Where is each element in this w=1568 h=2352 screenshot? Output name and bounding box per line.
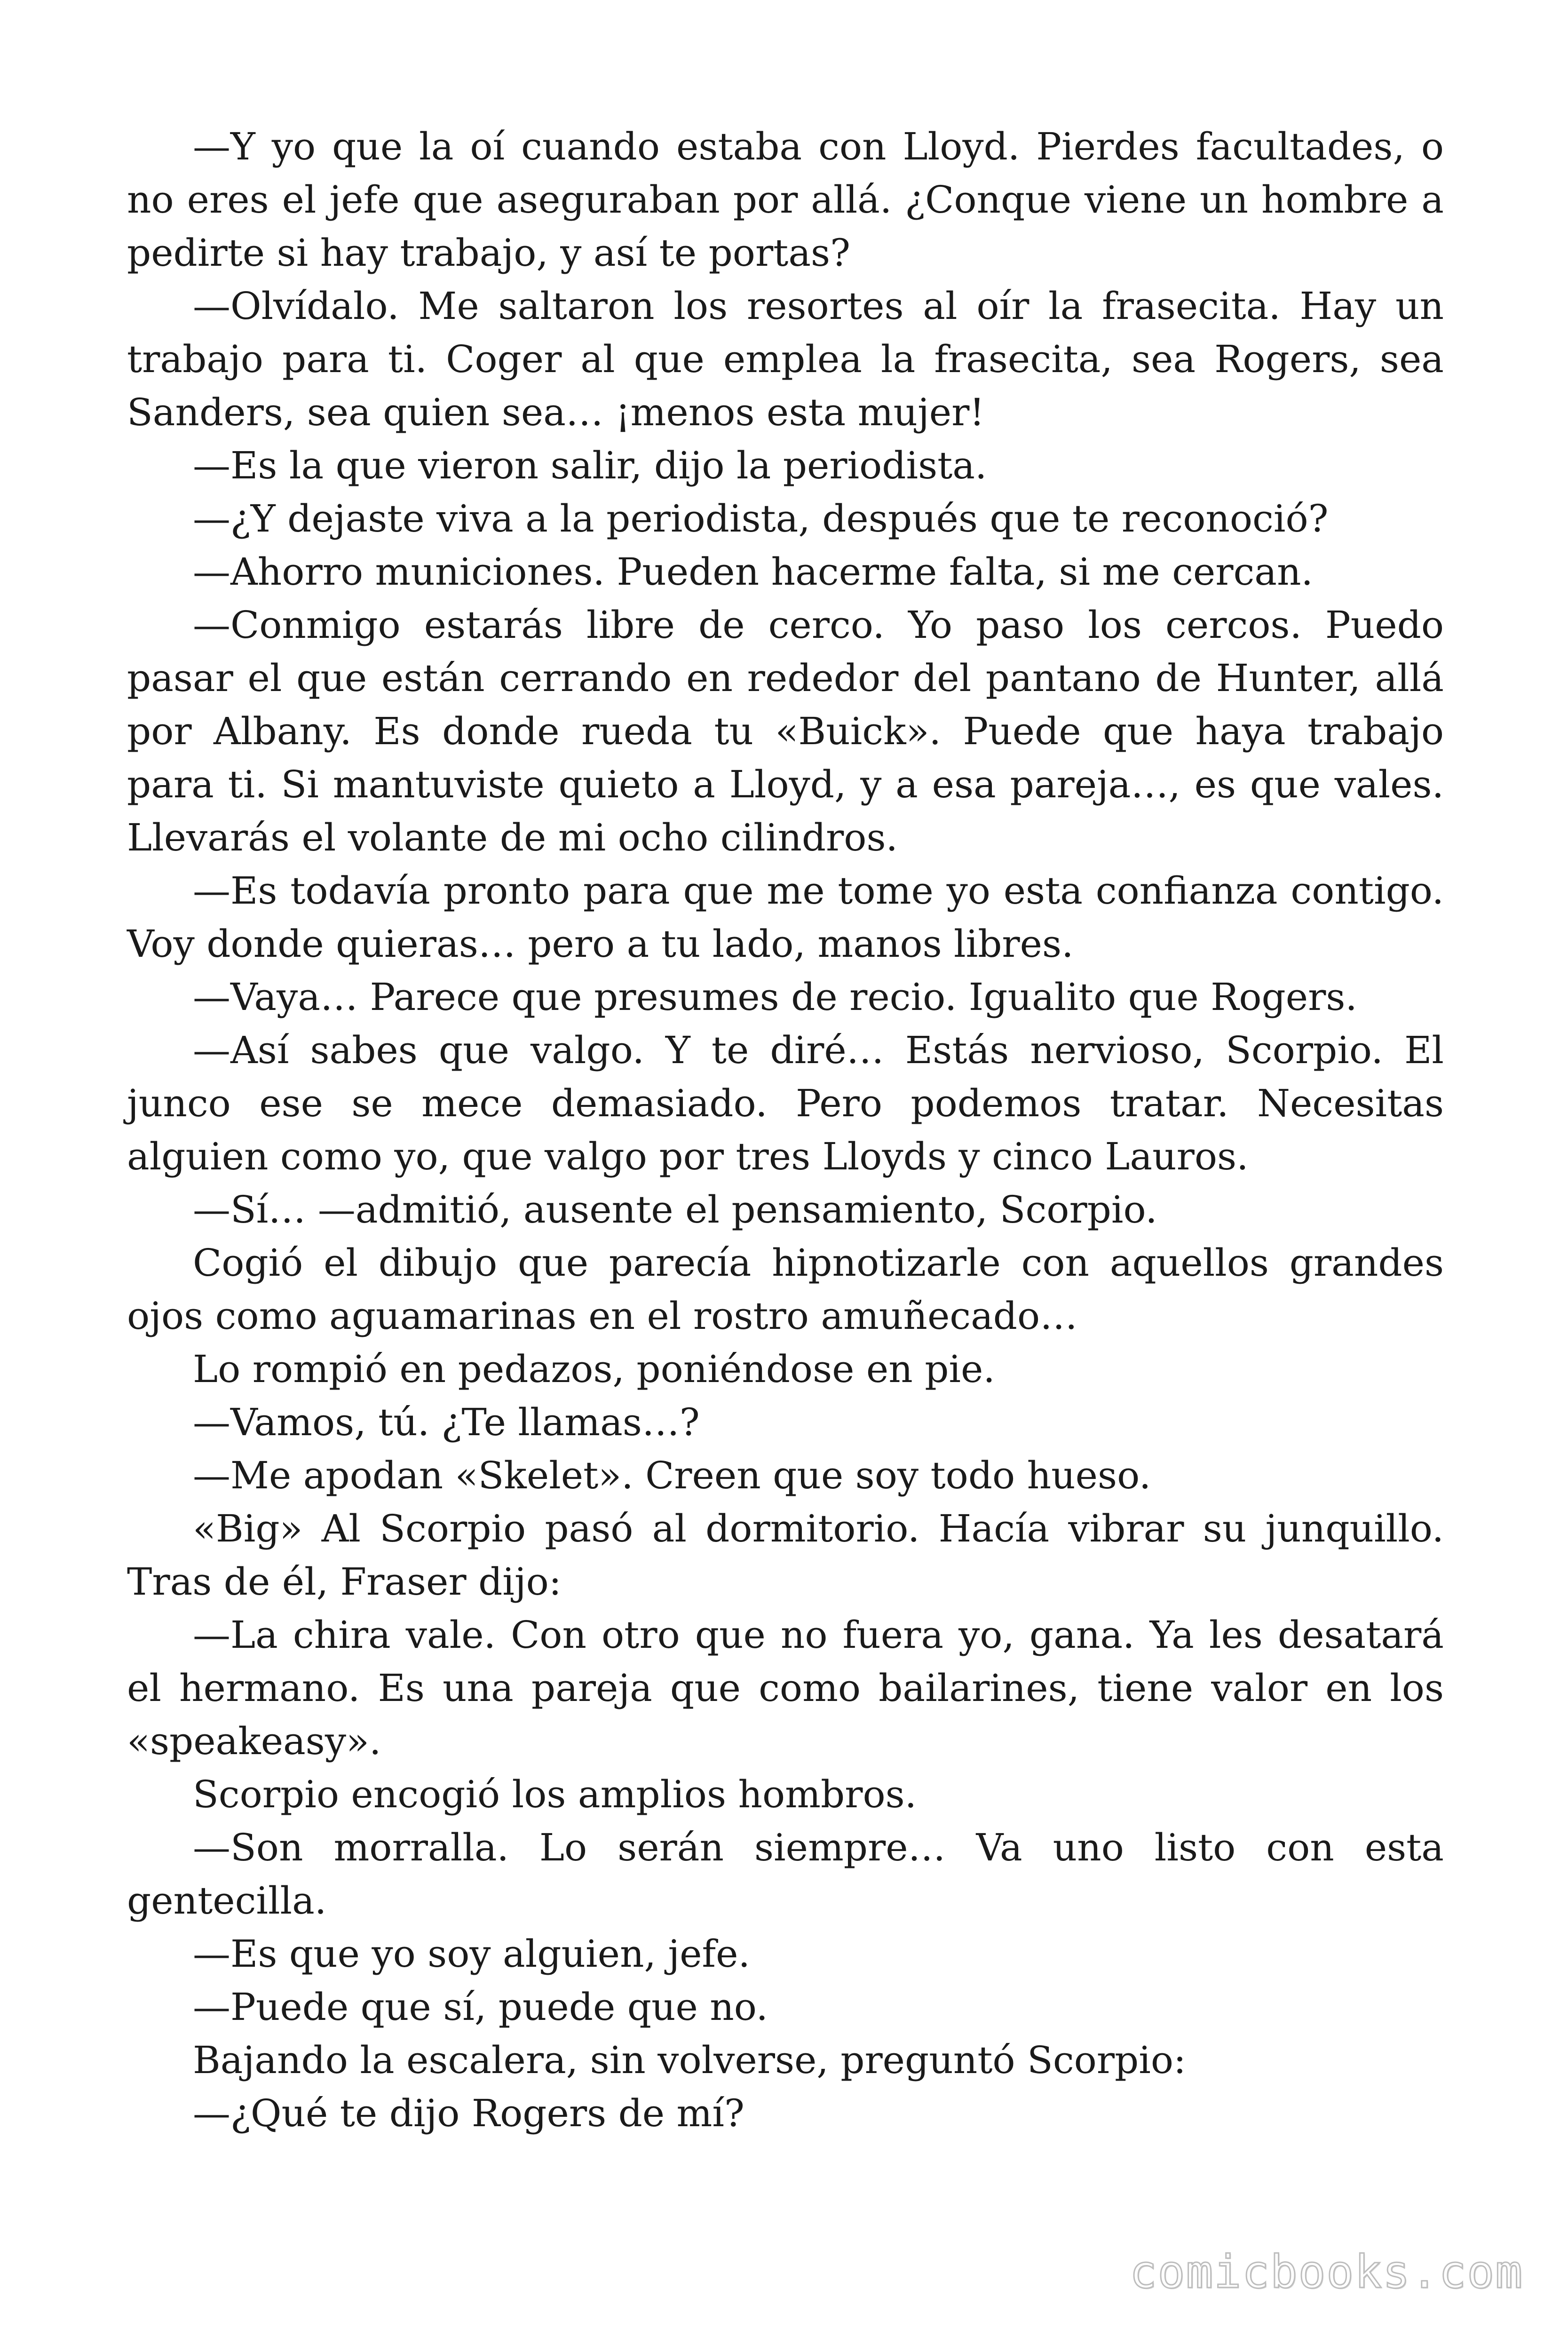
paragraph: Cogió el dibujo que parecía hipnotizarle con aquellos grandes ojos como aguamarinas en el rostro amuñecado… bbox=[127, 1241, 1444, 1338]
paragraph: —Olvídalo. Me saltaron los resortes al oír la frasecita. Hay un trabajo para ti. Coger al que emplea la frasecita, sea Rogers, sea Sanders, sea quien sea… ¡menos esta mujer! bbox=[127, 284, 1444, 434]
paragraph: —Sí… —admitió, ausente el pensamiento, Scorpio. bbox=[193, 1188, 1157, 1232]
paragraph: —Puede que sí, puede que no. bbox=[193, 1985, 768, 2029]
body-text bbox=[127, 120, 1444, 2140]
paragraph: —Me apodan «Skelet». Creen que soy todo hueso. bbox=[193, 1454, 1151, 1497]
paragraph: —Ahorro municiones. Pueden hacerme falta, si me cercan. bbox=[193, 550, 1313, 594]
paragraph: Bajando la escalera, sin volverse, preguntó Scorpio: bbox=[193, 2038, 1186, 2082]
paragraph: —Son morralla. Lo serán siempre… Va uno listo con esta gentecilla. bbox=[127, 1826, 1444, 1923]
paragraph: —Vaya… Parece que presumes de recio. Igualito que Rogers. bbox=[193, 975, 1357, 1019]
paragraph: —La chira vale. Con otro que no fuera yo, gana. Ya les desatará el hermano. Es una pareja que como bailarines, tiene valor en los «speakeasy». bbox=[127, 1613, 1444, 1763]
paragraph: —Así sabes que valgo. Y te diré… Estás nervioso, Scorpio. El junco ese se mece demasiado. Pero podemos tratar. Necesitas alguien como yo, que valgo por tres Lloyds y cinco Lauros. bbox=[127, 1028, 1444, 1178]
paragraph: —Vamos, tú. ¿Te llamas…? bbox=[193, 1400, 700, 1444]
paragraph: «Big» Al Scorpio pasó al dormitorio. Hacía vibrar su junquillo. Tras de él, Fraser dijo: bbox=[127, 1507, 1444, 1604]
paragraph: —Es que yo soy alguien, jefe. bbox=[193, 1932, 750, 1976]
paragraph: —Conmigo estarás libre de cerco. Yo paso los cercos. Puedo pasar el que están cerrando en rededor del pantano de Hunter, allá por Albany. Es donde rueda tu «Buick». Puede que haya trabajo para ti. Si mantuviste quieto a Lloyd, y a esa pareja…, es que vales. Llevarás el volante de mi ocho cilindros. bbox=[127, 603, 1444, 859]
paragraph: Scorpio encogió los amplios hombros. bbox=[193, 1772, 917, 1816]
watermark-logo: comicbooks.com bbox=[1129, 2246, 1523, 2298]
paragraph: —Y yo que la oí cuando estaba con Lloyd. Pierdes facultades, o no eres el jefe que aseguraban por allá. ¿Conque viene un hombre a pedirte si hay trabajo, y así te portas? bbox=[127, 125, 1444, 275]
paragraph: —Es todavía pronto para que me tome yo esta confianza contigo. Voy donde quieras… pero a tu lado, manos libres. bbox=[127, 869, 1444, 966]
paragraph: —Es la que vieron salir, dijo la periodista. bbox=[193, 444, 987, 487]
paragraph: —¿Qué te dijo Rogers de mí? bbox=[193, 2091, 744, 2135]
paragraph: —¿Y dejaste viva a la periodista, después que te reconoció? bbox=[193, 497, 1329, 540]
paragraph: Lo rompió en pedazos, poniéndose en pie. bbox=[193, 1347, 995, 1391]
